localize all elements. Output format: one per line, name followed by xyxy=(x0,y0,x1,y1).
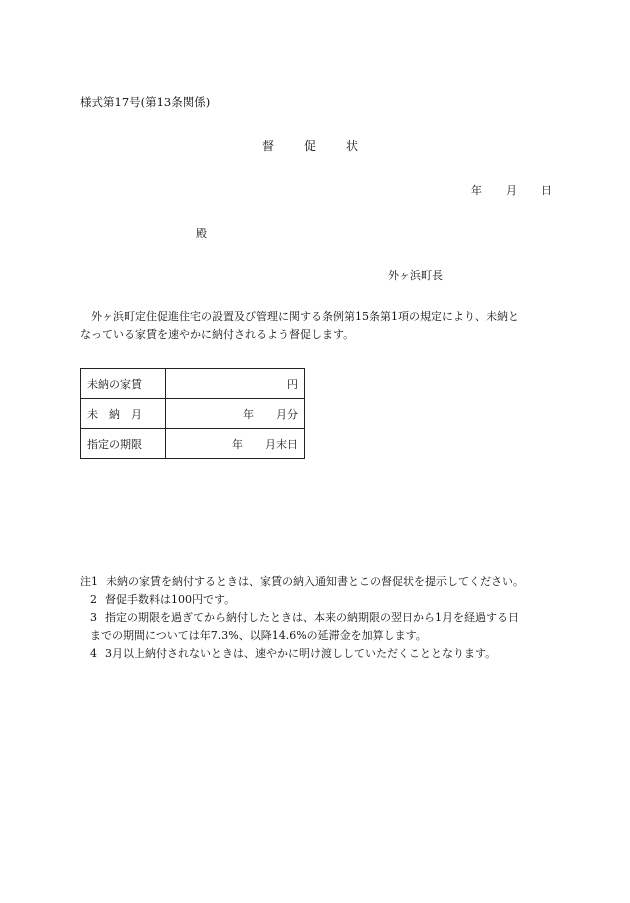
table-label-deadline: 指定の期限 xyxy=(81,429,166,459)
title-char: 促 xyxy=(304,139,317,153)
note-item xyxy=(80,573,560,591)
table-row xyxy=(81,369,305,399)
arrears-table xyxy=(80,368,305,459)
table-value-unpaid-rent: 円 xyxy=(166,369,305,399)
note-number: 4 xyxy=(90,647,97,660)
table-value-deadline: 年 月末日 xyxy=(166,429,305,459)
issuer-name: 外ヶ浜町長 xyxy=(388,269,443,282)
note-item xyxy=(80,609,560,627)
date-day-label: 日 xyxy=(541,184,552,197)
table-label-unpaid-month: 未 納 月 xyxy=(81,399,166,429)
note-number: 1 xyxy=(91,575,98,588)
note-continuation: までの期間については年7.3%、以降14.6%の延滞金を加算します。 xyxy=(90,629,427,642)
note-number: 2 xyxy=(90,593,97,606)
title-char: 督 xyxy=(262,139,275,153)
notes-section xyxy=(80,573,560,663)
date-month-label: 月 xyxy=(506,184,517,197)
note-text: 3月以上納付されないときは、速やかに明け渡ししていただくこととなります。 xyxy=(105,647,497,660)
body-line: なっている家賃を速やかに納付されるよう督促します。 xyxy=(80,328,355,341)
note-text: 指定の期限を過ぎてから納付したときは、本来の納期限の翌日から1月を経過する日 xyxy=(105,611,519,624)
title-char: 状 xyxy=(346,139,359,153)
note-item xyxy=(80,591,560,609)
date-line xyxy=(471,182,552,198)
body-paragraph xyxy=(80,308,558,344)
date-year-label: 年 xyxy=(471,184,482,197)
note-number: 3 xyxy=(90,611,97,624)
table-row xyxy=(81,429,305,459)
table-value-unpaid-month: 年 月分 xyxy=(166,399,305,429)
note-item xyxy=(80,645,560,663)
form-number: 様式第17号(第13条関係) xyxy=(80,95,211,109)
document-title xyxy=(262,137,358,154)
notes-prefix: 注 xyxy=(80,575,91,588)
table-row xyxy=(81,399,305,429)
table-label-unpaid-rent: 未納の家賃 xyxy=(81,369,166,399)
note-text: 未納の家賃を納付するときは、家賃の納入通知書とこの督促状を提示してください。 xyxy=(106,575,524,588)
note-text: 督促手数料は100円です。 xyxy=(105,593,236,606)
body-line: 外ヶ浜町定住促進住宅の設置及び管理に関する条例第15条第1項の規定により、未納と xyxy=(91,310,519,323)
addressee-suffix: 殿 xyxy=(196,227,207,240)
